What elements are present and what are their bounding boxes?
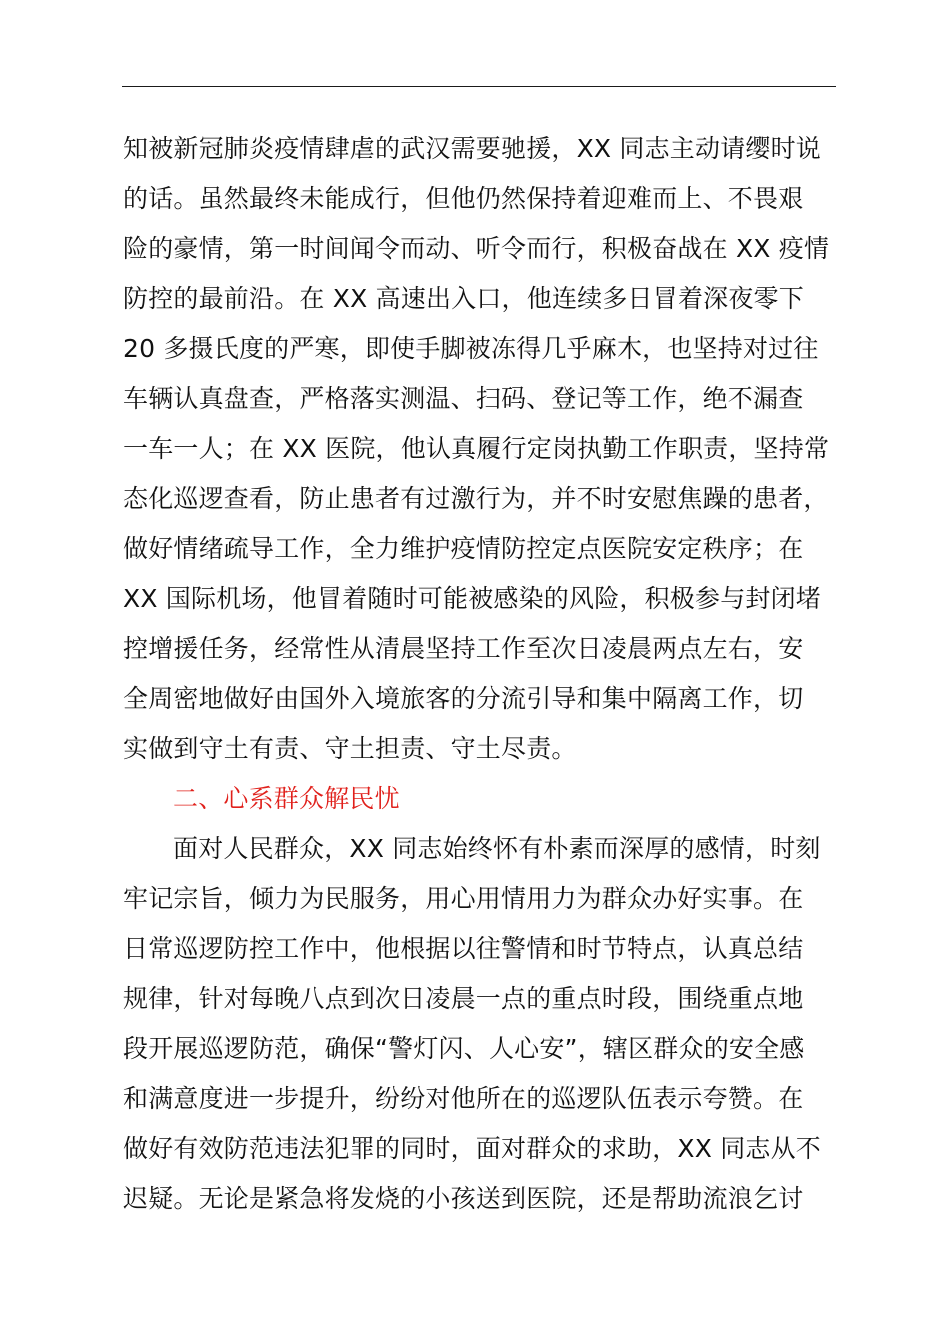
paragraph-line: 做好情绪疏导工作，全力维护疫情防控定点医院安定秩序；在 (123, 534, 804, 563)
paragraph-line: 的话。虽然最终未能成行，但他仍然保持着迎难而上、不畏艰 (123, 184, 804, 213)
paragraph-line: 全周密地做好由国外入境旅客的分流引导和集中隔离工作，切 (123, 684, 804, 713)
paragraph-line: XX 国际机场，他冒着随时可能被感染的风险，积极参与封闭堵 (123, 584, 822, 613)
paragraph-line: 险的豪情，第一时间闻令而动、听令而行，积极奋战在 XX 疫情 (123, 234, 830, 263)
paragraph-line: 一车一人；在 XX 医院，他认真履行定岗执勤工作职责，坚持常 (123, 434, 830, 463)
paragraph-line: 和满意度进一步提升，纷纷对他所在的巡逻队伍表示夸赞。在 (123, 1084, 804, 1113)
paragraph-line: 迟疑。无论是紧急将发烧的小孩送到医院，还是帮助流浪乞讨 (123, 1184, 804, 1213)
section-heading: 二、心系群众解民忧 (173, 784, 400, 813)
paragraph-line: 知被新冠肺炎疫情肆虐的武汉需要驰援，XX 同志主动请缨时说 (123, 134, 822, 163)
header-rule (122, 86, 836, 87)
paragraph-line: 控增援任务，经常性从清晨坚持工作至次日凌晨两点左右，安 (123, 634, 804, 663)
paragraph-line: 防控的最前沿。在 XX 高速出入口，他连续多日冒着深夜零下 (123, 284, 804, 313)
paragraph-line: 20 多摄氏度的严寒，即使手脚被冻得几乎麻木，也坚持对过往 (123, 334, 819, 363)
paragraph-line: 规律，针对每晚八点到次日凌晨一点的重点时段，围绕重点地 (123, 984, 804, 1013)
paragraph-line: 车辆认真盘查，严格落实测温、扫码、登记等工作，绝不漏查 (123, 384, 804, 413)
paragraph-line: 态化巡逻查看，防止患者有过激行为，并不时安慰焦躁的患者， (123, 484, 829, 513)
document-content (123, 124, 835, 1224)
paragraph-line: 段开展巡逻防范，确保“警灯闪、人心安”，辖区群众的安全感 (123, 1034, 805, 1063)
paragraph-line: 面对人民群众，XX 同志始终怀有朴素而深厚的感情，时刻 (173, 834, 821, 863)
paragraph-line: 牢记宗旨，倾力为民服务，用心用情用力为群众办好实事。在 (123, 884, 804, 913)
paragraph-line: 实做到守土有责、守土担责、守土尽责。 (123, 734, 577, 763)
paragraph-line: 日常巡逻防控工作中，他根据以往警情和时节特点，认真总结 (123, 934, 804, 963)
paragraph-line: 做好有效防范违法犯罪的同时，面对群众的求助，XX 同志从不 (123, 1134, 822, 1163)
